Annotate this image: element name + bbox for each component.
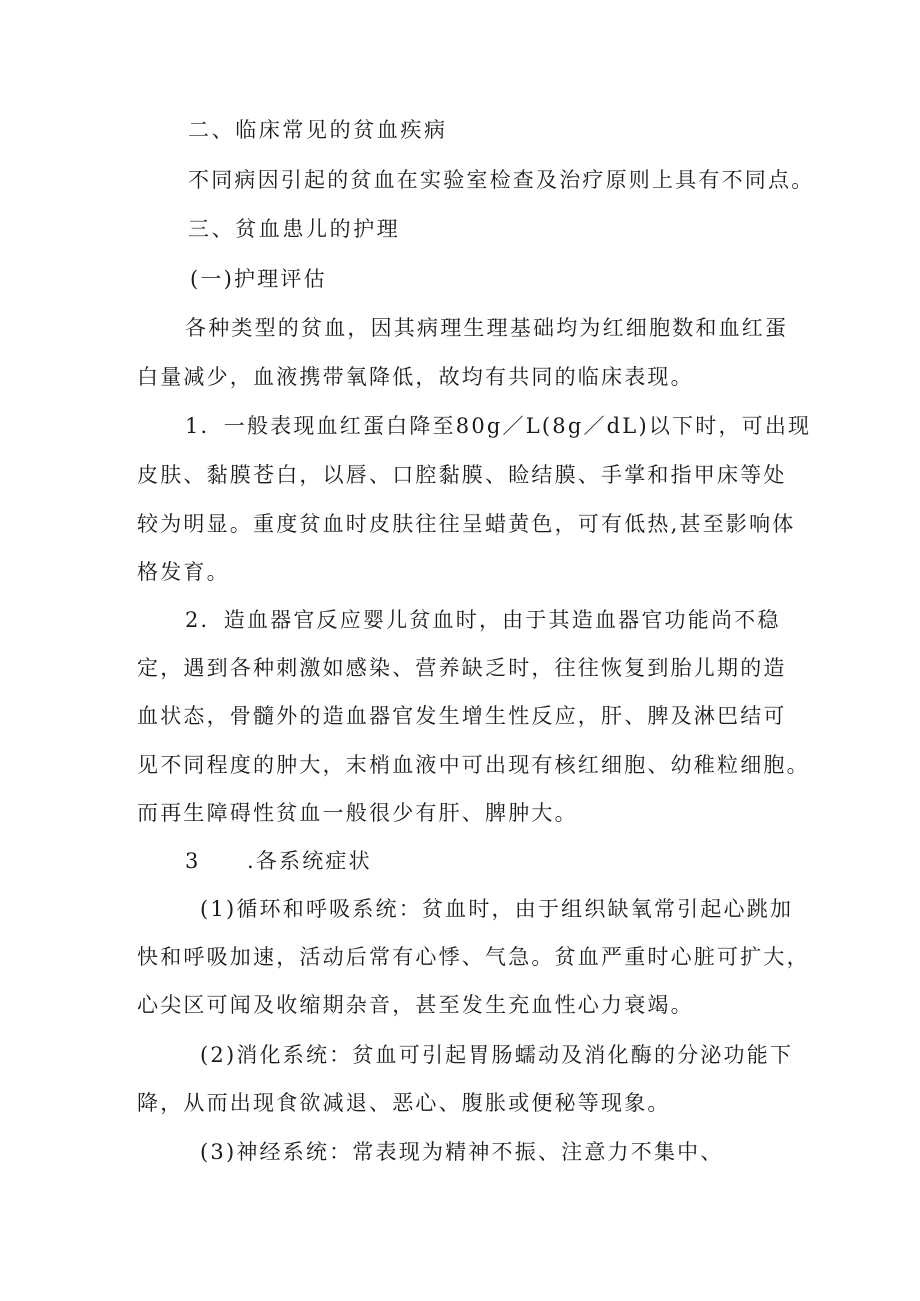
paragraph-line: 格发育。 — [137, 560, 230, 584]
paragraph-line: 见不同程度的肿大，末梢血液中可出现有核红细胞、幼稚粒细胞。 — [137, 753, 810, 777]
paragraph-line: 2．造血器官反应婴儿贫血时，由于其造血器官功能尚不稳 — [185, 608, 781, 632]
paragraph-line: (3)神经系统：常表现为精神不振、注意力不集中、 — [200, 1140, 724, 1164]
paragraph-line: 定，遇到各种刺激如感染、营养缺乏时，往往恢复到胎儿期的造 — [137, 656, 787, 680]
paragraph-line: (1)循环和呼吸系统：贫血时，由于组织缺氧常引起心跳加 — [200, 897, 794, 921]
subsection-heading-assessment: (一)护理评估 — [190, 267, 327, 291]
paragraph-line: 较为明显。重度贫血时皮肤往往呈蜡黄色，可有低热,甚至影响体 — [137, 512, 796, 536]
paragraph-line: (2)消化系统：贫血可引起胃肠蠕动及消化酶的分泌功能下 — [200, 1043, 794, 1067]
paragraph-line: 皮肤、黏膜苍白，以唇、口腔黏膜、睑结膜、手掌和指甲床等处 — [137, 463, 787, 487]
paragraph-line: 而再生障碍性贫血一般很少有肝、脾肿大。 — [137, 801, 578, 825]
subsection-heading-systems: 3 .各系统症状 — [185, 849, 372, 873]
paragraph-line: 1．一般表现血红蛋白降至80g／L(8g／dL)以下时，可出现 — [185, 414, 812, 438]
paragraph-line: 不同病因引起的贫血在实验室检查及治疗原则上具有不同点。 — [188, 168, 815, 192]
section-heading-nursing: 三、贫血患儿的护理 — [188, 217, 401, 241]
paragraph-line: 心尖区可闻及收缩期杂音，甚至发生充血性心力衰竭。 — [137, 993, 694, 1017]
paragraph-line: 血状态，骨髓外的造血器官发生增生性反应，肝、脾及淋巴结可 — [137, 704, 787, 728]
paragraph-line: 白量减少，血液携带氧降低，故均有共同的临床表现。 — [137, 365, 694, 389]
section-heading-clinical-anemia: 二、临床常见的贫血疾病 — [188, 118, 448, 142]
paragraph-line: 各种类型的贫血，因其病理生理基础均为红细胞数和血红蛋 — [185, 316, 789, 340]
paragraph-line: 快和呼吸加速，活动后常有心悸、气急。贫血严重时心脏可扩大， — [137, 945, 810, 969]
paragraph-line: 降，从而出现食欲减退、恶心、腹胀或便秘等现象。 — [137, 1091, 671, 1115]
